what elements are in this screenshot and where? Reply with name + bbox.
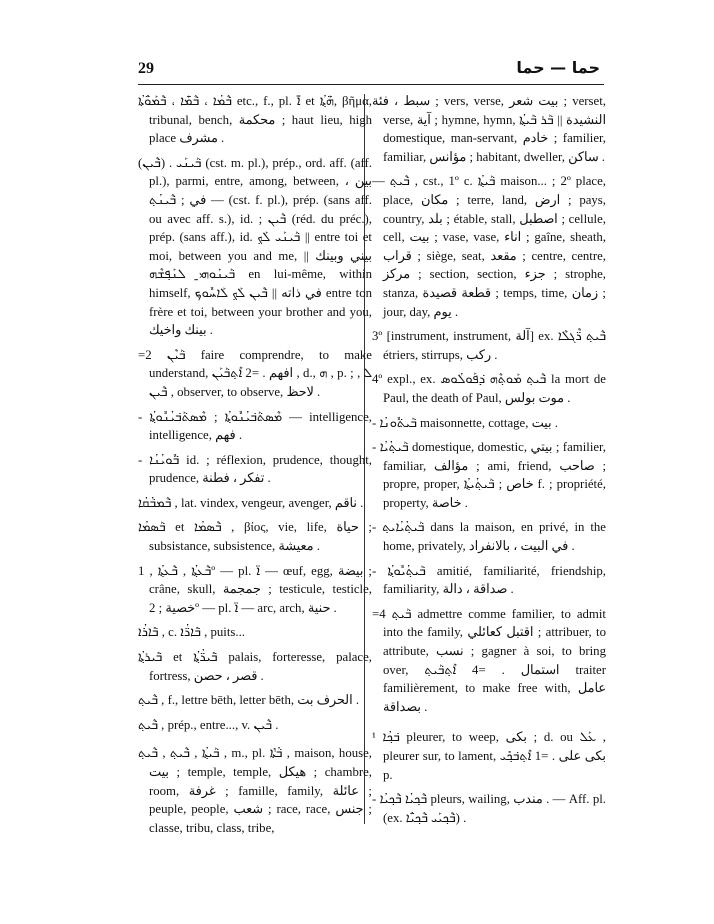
running-head: حما — حما <box>516 58 600 77</box>
dictionary-entry: (ܒ݁ܶܝܢ) . ܒ݁ܰܝܢܰܝ (cst. m. pl.), prép., ord. aff. (aff. pl.), parmi, entre, among, between, بين ، في ; ܒ݁ܶܝܢܳܬ݂ — (cst. f. pl.), prép. (sans aff. ou avec aff. s.), id. ; ܒ݁ܶܝܢ (réd. du préc.), prép. (sans aff.), id. ܒ݁ܰܝܢܰܝ ܠܰܟ݂ || entre toi et moi, between you and me, بيني وبينك || ܒ݁ܰܝܢܰܘܗ̱ܝ ܠܢܰܦ݂ܫܶܗ en lui-même, within himself, في ذاته || ܒ݁ܶܝܢ ܠܰܟ݂ ܠܰܐܚܽܘܟ݂ entre ton frère et toi, between your brother and you, بينك واخيك . <box>138 155 373 338</box>
dictionary-entry: ܒ݁ܶܡܒ݁ܳܩܳܐ , lat. vindex, vengeur, avenger, ناقم . <box>138 495 364 510</box>
dictionary-entry: - ܒ݁ܽܘܝܳܢܳܐ id. ; réflexion, prudence, thought, prudence, تفكر ، فطنة . <box>138 452 372 486</box>
dictionary-entry: ܒ݁ܰܣܡܳܐ et ܒ݁ܶܣܡܳܐ , βίος, vie, life, حياة ; subsistance, subsistence, معيشة . <box>138 520 372 554</box>
dictionary-entry: ܒ݁ܶܡܳܐ ، ܒ݁ܶܡ̈ܰܐ ، ܒ݁ܶܡܰܘ̈ܳܬܳܐ etc., f., pl. ܐ̈ܰ et ܗ̈ܰܬ݂ܳܐ, βῆμα, tribunal, bench, محكمة ; haut lieu, high place مشرف . <box>138 94 372 146</box>
dictionary-entry: ܒ݁ܺܝܪܬ݂ܳܐ et ܒ݁ܺܝܪ̈ܳܬ݂ܳܐ palais, forteresse, palace, fortress, قصر ، حصن . <box>138 650 372 683</box>
dictionary-entry: ܒ݁ܺܐܪܳܐ , c. ܒ݁ܺܐܪ̈ܳܐ , puits... <box>138 625 245 640</box>
dictionary-entry: — ܒ݁ܶܝܬ݂ , cst., 1º c. ܒ݁ܰܝܬ݂ܳܐ maison... ; 2º place, place, مكان ; terre, land, ارض ; pays, country, بلد ; étable, stall, اصطبل ; cellule, cell, بيت ; vase, vase, اناء ; gaîne, sheath, قراب ; siège, seat, مقعد ; centre, centre, مركز ; section, section, جزء ; strophe, stanza, قطعة قصيدة ; temps, time, زمان ; jour, day, يوم . <box>372 174 607 319</box>
page-header <box>138 58 604 85</box>
dictionary-entry: ܒ݁ܰܝܬ݂ܳܐ , ܒ݁ܶܝܬ݂ , ܒ݁ܶܝܬ݂ , m., pl. ܒ݁ܳܬ݁ܺܐ , maison, house, بيت ; temple, temple, هيكل ; chambre, room, غرفة ; famille, family, عائلة ; peuple, people, شعب ; race, race, جنس ; classe, tribu, class, tribe, <box>138 746 372 835</box>
dictionary-entry: 4º expl., ex. ܒ݁ܶܝܬ݂ ܡܰܘܬ݂ܶܗ ܕ݁ܦܰܘܠܳܘܣ la mort de Paul, the death of Paul, موت بولس . <box>372 372 606 405</box>
dictionary-entry: =4 ܒ݁ܰܝܬ݂ admettre comme familier, to admit into the family, اقتبل كعائلي ; attribuer, to attribute, نسب ; gagner à soi, to bring over, استمال . =4 ܐܶܬ݂ܒ݁ܰܝܬ݂ traiter familièrement, to make free with, عامل بصداقة . <box>372 606 606 714</box>
dictionary-entry: - ܒ݁ܰܝܬ݂ܳܝܳܐ domestique, domestic, بيتي ; familier, familiar, مؤالف ; ami, friend, صاحب ; propre, proper, خاص ; ܒ݁ܰܝܬ݂ܳܝܬ݂ܳܐ f. ; propriété, property, خاصة . <box>372 440 607 510</box>
page-number: 29 <box>138 60 154 77</box>
dictionary-entry: 3º [instrument, instrument, آلة] ex. ܒ݁ܶܝܬ݂ ܪ̈ܶܓܠܶܐ étriers, stirrups, ركب . <box>372 329 606 362</box>
dictionary-entry: ܒ݁ܶܝܬ݂ , prép., entre..., v. ܒ݁ܶܝܢ . <box>138 717 279 732</box>
dictionary-entry: - ܒ݁ܰܝܬ݂ܳܝܳܐܝܬ݂ dans la maison, en privé, in the home, privately, في البيت ، بالانفراد . <box>372 520 606 554</box>
left-column <box>138 92 372 843</box>
dictionary-entry: - ܒ݁ܰܝܬ݂ܳܝܽܘܬ݂ܳܐ amitié, familiarité, friendship, familiarity, صداقة ، دالة . <box>372 563 606 597</box>
dictionary-entry: - ܒ݁ܰܝܬ݁ܽܘܢܳܐ maisonnette, cottage, بيت . <box>372 415 559 430</box>
dictionary-entry: =2 ܒ݁ܰܝܶܢ faire comprendre, to make understand, افهم . =2 ܐܶܬ݂ܒ݁ܰܝܰܢ , d., ܗ , p. ; ܠ , ܒ݁ܶܝܢ , observer, to observe, لاحظ . <box>138 347 372 399</box>
dictionary-entry: ¹ ܒ݁ܟ݂ܳܐ pleurer, to weep, بكى ; d. ou ܥܰܠ , pleurer sur, to lament, بكى على . =1 ܐܶܬ݂ܒ݁ܟ݂ܺܝ p. <box>372 730 606 782</box>
right-column <box>372 92 606 833</box>
dictionary-entry: - ܒ݁ܶܟ݂ܝܳܐ ܒ݁ܶܟ݂ܝܳܐ pleurs, wailing, مندب . — Aff. pl. (ex. ܒ݁ܶܟ݂ܝܰܝ ܒ݁ܶܟ݂ܝ̈ܳܐ) . <box>372 792 607 825</box>
dictionary-entry: ܒ݁ܶܝܬ݂ , f., lettre bēth, letter bēth, الحرف بت . <box>138 693 360 708</box>
dictionary-entry: ܒ݁ܶܥܬ݂ܳܐ , ܒ݁ܶܥܬ݂ܳܐ , 1º — pl. ܐ̈ — œuf, egg, بيضة ; crâne, skull, جمجمة ; testicule, testicle, خصية ; 2º — pl. ܐ̈ — arc, arch, حنية . <box>138 563 372 615</box>
dictionary-entry: - ܡܶܣܬ݁ܰܒ݁ܝܳܢܽܘܬ݂ܳܐ ; ܡܶܣܬ݁ܰܒ݁ܝܳܢܽܘܬ݂ܳܐ — intelligence, intelligence, فهم . <box>138 409 372 443</box>
dictionary-entry: سبط ، فئة ; vers, verse, بيت شعر ; verset, verse, آية ; hymne, hymn, النشيدة || ܒ݁ܰܪ ܒ݁ܰܝܬ݂ܳܐ domestique, man-servant, خادم ; familier, familiar, مؤانس ; habitant, dweller, ساكن . <box>372 94 606 164</box>
